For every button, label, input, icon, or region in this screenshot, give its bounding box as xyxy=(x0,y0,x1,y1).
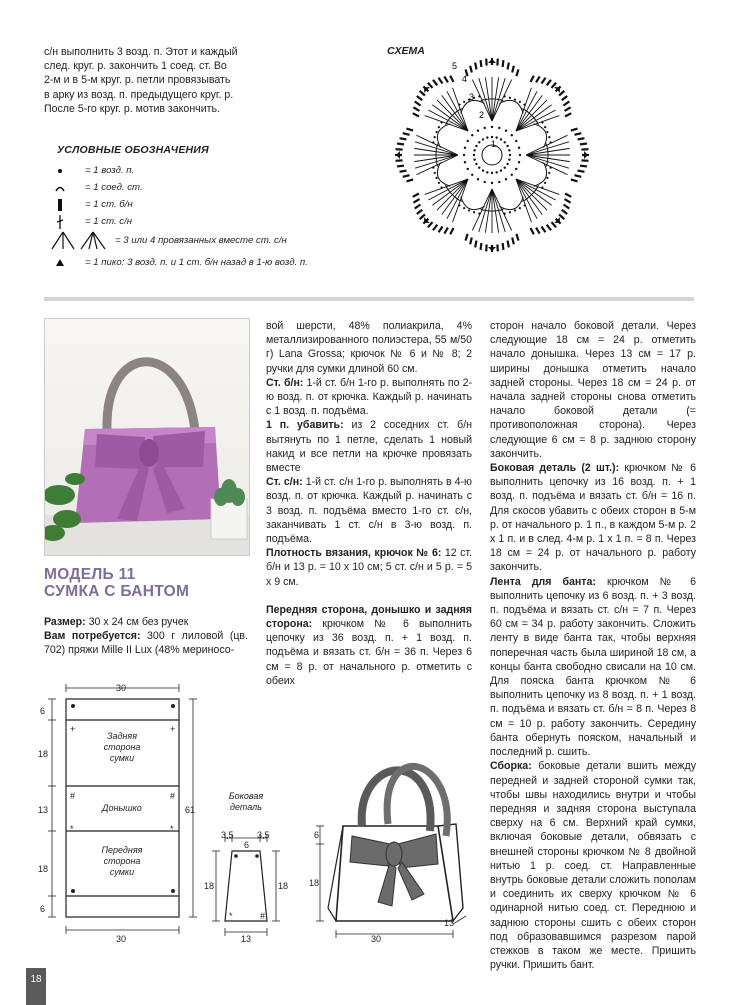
paragraph-text: из 2 соседних ст. б/н вытянуть по 1 петле, сделать 1 новый накид и все петли на крючке провязать вместе xyxy=(266,419,472,475)
round-label: 5 xyxy=(452,61,458,71)
model-title xyxy=(44,566,189,600)
label-bottom: Донышко xyxy=(102,803,142,813)
legend-text: = 1 возд. п. xyxy=(85,165,135,176)
svg-text:#: # xyxy=(260,911,266,921)
paragraph-text: крючком № 6 выполнить цепочку из 36 возд. п. + 1 возд. п. подъёма и вязать ст. б/н = 36 п. Через 6 см = 8 р. от начального р. отметить с обеих xyxy=(266,618,472,687)
size-paragraph xyxy=(44,615,248,629)
label-back-1: Задняя xyxy=(106,731,138,741)
paragraph-label: Лента для банта: xyxy=(490,575,596,588)
dim-width-bottom: 30 xyxy=(116,934,127,944)
legend-item xyxy=(39,196,377,213)
side-top-left: 3,5 xyxy=(221,830,234,840)
paragraph-label: 1 п. убавить: xyxy=(266,419,344,432)
dim-width-top: 30 xyxy=(116,683,127,693)
round-label: 4 xyxy=(462,74,468,84)
pattern-diagram xyxy=(38,676,484,946)
dot-icon xyxy=(39,167,81,175)
paragraph-text: крючком № 6 выполнить цепочку из 16 возд. п. + 1 возд. п. подъёма и вязать ст. б/н = 16 п. Для скосов убавить с обеих сторон в 5-м р. от начального р. 1 п., в каждом 5-м р. 2 х 1 п. и в след. 4-м р. 1 х 1 п. = 8 п. Через 18 см = 24 р. от начального р. работу закончить. xyxy=(490,462,696,574)
svg-text:*: * xyxy=(70,824,74,834)
bag-side: 13 xyxy=(444,918,455,928)
bag-bottom: 30 xyxy=(371,934,382,944)
section-divider xyxy=(44,297,694,301)
paragraph-text: 12 ст. б/н и 13 р. = 10 х 10 см; 5 ст. с/н и 5 р. = 5 х 9 см. xyxy=(266,547,473,588)
svg-text:*: * xyxy=(229,911,233,921)
paragraph xyxy=(266,376,472,419)
paragraph xyxy=(490,759,696,972)
legend-item xyxy=(39,162,377,179)
model-number: МОДЕЛЬ 11 xyxy=(44,566,136,583)
side-title-1: Боковая xyxy=(228,791,264,801)
bag-left: 18 xyxy=(309,878,320,888)
dim-left: 6 xyxy=(40,904,46,914)
round-label: 2 xyxy=(479,110,485,120)
materials-paragraph xyxy=(44,629,248,657)
paragraph-label: Плотность вязания, крючок № 6: xyxy=(266,547,442,560)
label-back-2: сторона xyxy=(103,742,141,752)
intro-text xyxy=(44,45,256,116)
paragraph-label: Сборка: xyxy=(490,760,532,773)
model-name: СУМКА С БАНТОМ xyxy=(44,583,190,600)
legend-title: УСЛОВНЫЕ ОБОЗНАЧЕНИЯ xyxy=(57,144,209,156)
bag-left-top: 6 xyxy=(314,830,320,840)
paragraph-text: 1-й ст. с/н 1-го р. выполнять в 4-ю возд. п. от крючка. Каждый р. начинать с 3 возд. п. подъёма вместо 1-го ст. с/н, заканчивать 1 ст. с/н в 3-ю возд. п. подъёма. xyxy=(266,476,472,546)
label-back-3: сумки xyxy=(109,753,135,763)
dim-left: 18 xyxy=(38,749,49,759)
label-front-1: Передняя xyxy=(101,845,143,855)
side-right: 18 xyxy=(278,881,289,891)
legend-text: = 1 соед. ст. xyxy=(85,182,143,193)
intro-line: 2-м и в 5-м круг. р. петли провязывать xyxy=(44,74,231,87)
materials-text: 300 г лиловой (цв. 702) пряжи Mille II Lux (48% мериносо- xyxy=(44,630,248,657)
legend-text: = 1 ст. с/н xyxy=(85,216,133,227)
page-number: 18 xyxy=(26,968,46,1005)
paragraph-text: крючком № 6 выполнить цепочку из 6 возд. п. + 3 возд. п. подъёма и вязать ст. с/н = 7 п. Через 60 см = 34 р. работу закончить. Сложить ленту в виде банта так, чтобы верхняя поперечная часть была шириной 18 см, а концы банта свободно свисали на 10 см. Для пояска банта крючком № 6 выполнить цепочку из 8 возд. п. + 1 возд. п. подъёма и вязать ст. б/н = 8 п. Через 8 см = 10 р. работу закончить. Середину банта обернуть пояском, начальный и последний р. сшить. xyxy=(490,575,696,759)
size-text: 30 х 24 см без ручек xyxy=(85,616,189,628)
side-title-2: деталь xyxy=(230,802,262,812)
side-top-right: 3,5 xyxy=(257,830,270,840)
dim-left: 13 xyxy=(38,805,49,815)
size-label: Размер: xyxy=(44,616,86,628)
legend-item xyxy=(39,179,377,196)
dim-total: 61 xyxy=(185,805,196,815)
side-top-mid: 6 xyxy=(244,840,250,850)
legend-text: = 1 ст. б/н xyxy=(85,199,133,210)
dim-left: 18 xyxy=(38,864,49,874)
legend-text: = 1 пико: 3 возд. п. и 1 ст. б/н назад в 1-ю возд. п. xyxy=(85,257,308,268)
paragraph-label: Боковая деталь (2 шт.): xyxy=(490,462,620,475)
svg-text:+: + xyxy=(70,724,76,734)
intro-line: в арку из возд. п. предыдущего круг. р. xyxy=(44,88,234,101)
column-1 xyxy=(44,615,248,658)
paragraph-label: Передняя сторона, донышко и задняя сторона: xyxy=(266,603,472,631)
paragraph-text: боковые детали вшить между передней и задней стороной сумки так, чтобы швы находились внутри и чтобы передняя и задняя сторона выступала сверху на 6 см. Верхний край сумки, включая боковые детали, обвязать с внешней стороны крючком № 8 двойной нитью 1 р. соед. ст. Направленные внутрь боковые детали сложить пополам и соединить их сверху крючком № 6 одинарной нитью соед. ст. Переднюю и заднюю стороны сшить с обеих сторон под образовавшимся разрезом парой стежков в таком же месте. Пришить ручки. Пришить бант. xyxy=(490,760,696,972)
legend xyxy=(57,144,377,271)
schema-title: СХЕМА xyxy=(387,45,425,57)
paragraph-label: Ст. с/н: xyxy=(266,476,303,489)
paragraph: сторон начало боковой детали. Через следующие 18 см = 24 р. отметить начало донышка. Через 13 см = 17 р. ширины донышка отметить начало задней стороны. Через 18 см = 24 р. от начала задней стороны снова отметить начало боковой детали (= противоположная сторона). Через следующие 6 см = 8 р. заднюю сторону закончить. xyxy=(490,320,696,460)
svg-text:#: # xyxy=(70,791,76,801)
crochet-schema xyxy=(382,55,602,265)
intro-line: с/н выполнить 3 возд. п. Этот и каждый xyxy=(44,46,238,58)
round-label: 1 xyxy=(491,139,497,149)
materials-label: Вам потребуется: xyxy=(44,630,141,643)
paragraph xyxy=(490,575,696,760)
side-bottom: 13 xyxy=(241,934,252,944)
arc-icon xyxy=(39,184,81,192)
bar-icon xyxy=(39,199,81,211)
bag-photo xyxy=(44,318,250,556)
label-front-3: сумки xyxy=(109,867,135,877)
legend-item xyxy=(39,213,377,230)
paragraph xyxy=(266,418,472,475)
round-label: 3 xyxy=(469,92,475,102)
legend-item xyxy=(47,230,377,250)
dim-left: 6 xyxy=(40,706,46,716)
cross-stitch-icon xyxy=(39,215,81,229)
intro-line: После 5-го круг. р. мотив закончить. xyxy=(44,102,220,115)
legend-text: = 3 или 4 провязанных вместе ст. с/н xyxy=(115,234,287,246)
paragraph: вой шерсти, 48% полиакрила, 4% металлизированного полиэстера, 55 м/50 г) Lana Grossa; крючок № 6 и № 8; 2 ручки для сумки длиной 60 см. xyxy=(266,320,472,375)
paragraph-text: 1-й ст. б/н 1-го р. выполнять по 2-ю возд. п. от крючка. Каждый р. начинать с 1 возд. п. подъёма. xyxy=(266,376,473,418)
svg-text:+: + xyxy=(170,724,176,734)
paragraph xyxy=(266,546,472,589)
paragraph xyxy=(490,461,696,575)
column-3 xyxy=(490,319,696,972)
svg-text:*: * xyxy=(170,824,174,834)
intro-line: след. круг. р. закончить 1 соед. ст. Во xyxy=(44,60,227,73)
paragraph xyxy=(266,475,472,546)
label-front-2: сторона xyxy=(103,856,141,866)
svg-text:#: # xyxy=(170,791,176,801)
paragraph-label: Ст. б/н: xyxy=(266,376,304,389)
side-left: 18 xyxy=(204,881,215,891)
cluster-icon xyxy=(47,230,111,250)
triangle-icon xyxy=(39,258,81,267)
column-2 xyxy=(266,319,472,688)
legend-item xyxy=(39,254,377,271)
